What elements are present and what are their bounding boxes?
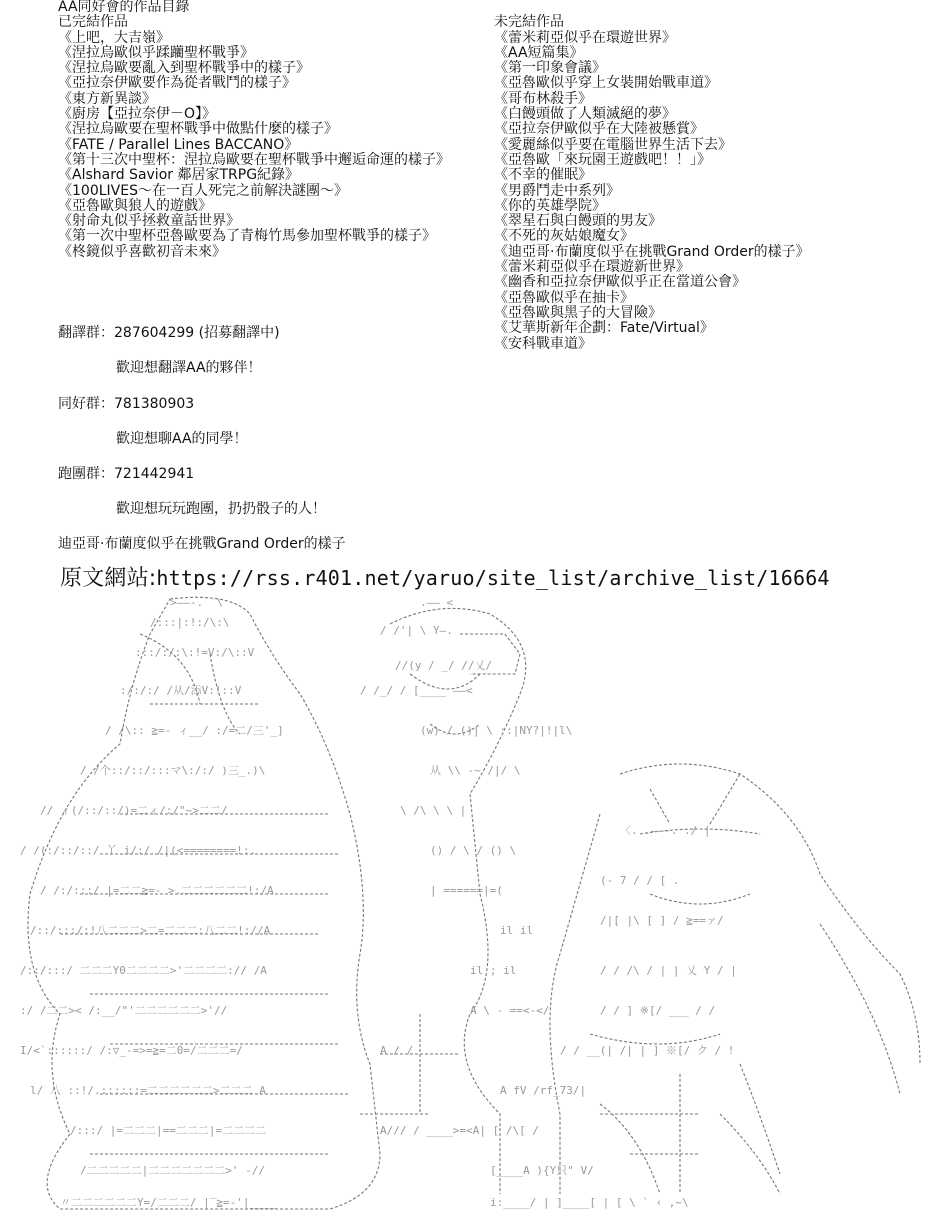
svg-text:/ / /\ / | | 乂 Y / |: / / /\ / | | 乂 Y / | <box>600 964 737 977</box>
svg-text:〈. .——-. ./ |: 〈. .——-. ./ | <box>620 824 711 837</box>
svg-text:/ /\:: ≧=- ィ__/ :/=二/三'_]: / /\:: ≧=- ィ__/ :/=二/三'_] <box>105 724 284 737</box>
completed-work-item[interactable]: 《FATE / Parallel Lines BACCANO》 <box>58 136 299 153</box>
svg-text:/ /'| \ Y—.: / /'| \ Y—. <box>380 624 453 637</box>
svg-text:/ / __(| /| | ] ※[/ ク / !: / / __(| /| | ] ※[/ ク / ! <box>560 1044 735 1057</box>
completed-work-item[interactable]: 《東方新異談》 <box>58 90 156 107</box>
svg-text:/::/:::/:!八二二二>二=二二二:八二二!://A: /::/:::/:!八二二二>二=二二二:八二二!://A <box>30 924 271 937</box>
svg-text::/:/:/ /从/添V:!::V: :/:/:/ /从/添V:!::V <box>120 684 242 697</box>
current-work-title: 迪亞哥·布蘭度似乎在挑戰Grand Order的樣子 <box>58 536 346 552</box>
translation-welcome: 歡迎想翻譯AA的夥伴！ <box>116 360 262 376</box>
svg-text:A fV /rf_73/|: A fV /rf_73/| <box>500 1084 587 1097</box>
uncompleted-work-item[interactable]: 《白饅頭做了人類滅絕的夢》 <box>494 106 676 123</box>
svg-text:/:::|:!:/\:\: /:::|:!:/\:\ <box>150 616 230 629</box>
svg-text:l/ 八 ::!/.::::::=二二二二二二>二二二 A: l/ 八 ::!/.::::::=二二二二二二>二二二 A <box>30 1084 266 1097</box>
svg-text:A \ - ==<-</: A \ - ==<-</ <box>470 1004 550 1017</box>
svg-text://(y / _/ //乂/: //(y / _/ //乂/ <box>395 659 493 672</box>
uncompleted-work-item[interactable]: 《翠星石與白饅頭的男友》 <box>494 213 662 230</box>
ascii-art-figures <box>0 594 935 1219</box>
uncompleted-work-item[interactable]: 《安科戰車道》 <box>494 335 592 352</box>
svg-text:| ======|=(: | ======|=( <box>430 884 503 897</box>
svg-text:A / /: A / / <box>380 1044 414 1057</box>
svg-text:/ /:/:::/ |=二二≧=- >.二二二二二二!:/A: / /:/:::/ |=二二≧=- >.二二二二二二!:/A <box>40 884 274 897</box>
svg-text:〃二二二二二二Y=/二二二/ |‾≧=-'|____: 〃二二二二二二Y=/二二二/ |‾≧=-'|____ <box>60 1196 276 1209</box>
completed-work-item[interactable]: 《Alshard Savior 鄰居家TRPG紀錄》 <box>58 167 300 184</box>
uncompleted-work-item[interactable]: 《愛麗絲似乎要在電腦世界生活下去》 <box>494 136 732 153</box>
uncompleted-work-item[interactable]: 《AA短篇集》 <box>494 44 584 61</box>
svg-text:// ィ(/::/::/)=二ィ/:/"~>二二/: // ィ(/::/::/)=二ィ/:/"~>二二/ <box>40 804 228 817</box>
svg-text:[____A ){Y只" V/: [____A ){Y只" V/ <box>490 1164 594 1177</box>
svg-text:(w) / ()| \ ::|NY?|!|l\: (w) / ()| \ ::|NY?|!|l\ <box>420 724 573 737</box>
svg-text:/|[ |\ [ ] / ≧==ァ/: /|[ |\ [ ] / ≧==ァ/ <box>600 914 724 927</box>
uncompleted-work-item[interactable]: 《男爵鬥走中系列》 <box>494 182 620 199</box>
source-url[interactable]: https://rss.r401.net/yaruo/site_list/archive_list/16664 <box>156 566 830 590</box>
svg-text:/ /_/ / [____ ––<: / /_/ / [____ ––< <box>360 684 473 697</box>
svg-text:() / \ / () \: () / \ / () \ <box>430 844 517 857</box>
svg-text::/ /二二>< /:__/"'二二二二二二>'//: :/ /二二>< /:__/"'二二二二二二>'// <box>20 1004 228 1017</box>
completed-label: 已完結作品 <box>58 14 128 31</box>
svg-text:(‐ 7 / / [ .: (‐ 7 / / [ . <box>600 874 680 887</box>
uncompleted-work-item[interactable]: 《亞魯歐似乎穿上女裝開始戰車道》 <box>494 75 718 92</box>
uncompleted-work-item[interactable]: 《亞魯歐與黑子的大冒險》 <box>494 304 662 321</box>
uncompleted-work-item[interactable]: 《艾華斯新年企劃：Fate/Virtual》 <box>494 320 714 337</box>
svg-text:/ /(:/::/::/ 丫 i/:/ /|(<======: / /(:/::/::/ 丫 i/:/ /|(<========!:. <box>20 844 257 857</box>
uncompleted-work-item[interactable]: 《第一印象會議》 <box>494 60 606 77</box>
completed-works-list <box>58 31 488 260</box>
uncompleted-work-item[interactable]: 《亞魯歐似乎在抽卡》 <box>494 289 634 306</box>
svg-text::::/:/:\:!=V:/\::V: :::/:/:\:!=V:/\::V <box>135 646 255 659</box>
fans-welcome: 歡迎想聊AA的同學！ <box>116 431 248 447</box>
completed-work-item[interactable]: 《涅拉烏歐似乎蹂躪聖杯戰爭》 <box>58 44 254 61</box>
svg-text:从 \\ -~ /|/ \: 从 \\ -~ /|/ \ <box>430 764 521 777</box>
svg-text:\ /\ \ \ |: \ /\ \ \ | <box>400 804 467 817</box>
svg-text:i:____/ | ]____[ | [ \ `: i:____/ | ]____[ | [ \ ` ‹ ,~\ <box>490 1196 689 1209</box>
uncompleted-work-item[interactable]: 《蕾米莉亞似乎在環遊世界》 <box>494 29 676 46</box>
svg-text:il il: il il <box>500 924 534 937</box>
svg-text:/ /个::/::/:::マ\:/:/ )三_.)\: / /个::/::/:::マ\:/:/ )三_.)\ <box>80 764 266 777</box>
source-website <box>60 561 830 592</box>
uncompleted-work-item[interactable]: 《亞魯歐「來玩園王遊戲吧！！」》 <box>494 151 711 168</box>
svg-text:/:::/ |=二二二|==二二二|=二二二二: /:::/ |=二二二|==二二二|=二二二二 <box>70 1124 267 1137</box>
completed-work-item[interactable]: 《柊鏡似乎喜歡初音未來》 <box>58 243 226 260</box>
svg-text:/ / ] ※[/ ___ / /: / / ] ※[/ ___ / / <box>600 1004 716 1017</box>
uncompleted-work-item[interactable]: 《不幸的催眠》 <box>494 167 592 184</box>
completed-works-column <box>58 0 488 260</box>
svg-text:/二二二二二|二二二二二二二>' -//: /二二二二二|二二二二二二二>' -// <box>80 1164 265 1177</box>
uncompleted-work-item[interactable]: 《蕾米莉亞似乎在環遊新世界》 <box>494 259 690 276</box>
uncompleted-work-item[interactable]: 《不死的灰姑娘魔女》 <box>494 228 634 245</box>
ascii-art-illustration <box>0 594 935 1219</box>
run-welcome: 歡迎想玩玩跑團，扔扔骰子的人！ <box>116 501 326 517</box>
uncompleted-work-item[interactable]: 《迪亞哥·布蘭度似乎在挑戰Grand Order的樣子》 <box>494 243 810 260</box>
uncompleted-work-item[interactable]: 《哥布林殺手》 <box>494 90 592 107</box>
svg-text:il ; il: il ; il <box>470 964 517 977</box>
uncompleted-work-item[interactable]: 《亞拉奈伊歐似乎在大陸被懸賞》 <box>494 121 704 138</box>
fans-group: 同好群：781380903 <box>58 396 195 412</box>
completed-work-item[interactable]: 《第十三次中聖杯：涅拉烏歐要在聖杯戰爭中邂逅命運的樣子》 <box>58 151 450 168</box>
completed-work-item[interactable]: 《亞拉奈伊歐要作為從者戰鬥的樣子》 <box>58 75 296 92</box>
completed-work-item[interactable]: 《涅拉烏歐要在聖杯戰爭中做點什麼的樣子》 <box>58 121 338 138</box>
source-label: 原文網站: <box>60 566 157 591</box>
completed-work-item[interactable]: 《100LIVES～在一百人死完之前解決謎團～》 <box>58 182 348 199</box>
svg-text:A/// / ____>=<A| [ /\[ /: A/// / ____>=<A| [ /\[ / <box>380 1124 539 1137</box>
completed-work-item[interactable]: 《亞魯歐與狼人的遊戲》 <box>58 197 212 214</box>
run-group: 跑團群：721442941 <box>58 466 195 482</box>
svg-text:I/<`::::::/ /:▽_-=>=≧=二0=/二二二=: I/<`::::::/ /:▽_-=>=≧=二0=/二二二=/ <box>20 1044 243 1057</box>
translation-group: 翻譯群：287604299 (招募翻譯中) <box>58 325 280 341</box>
completed-work-item[interactable]: 《第一次中聖杯亞魯歐要為了青梅竹馬參加聖杯戰爭的樣子》 <box>58 228 436 245</box>
uncompleted-work-item[interactable]: 《你的英雄學院》 <box>494 197 606 214</box>
uncompleted-works-list <box>494 31 924 352</box>
completed-work-item[interactable]: 《上吧，大吉嶺》 <box>58 29 170 46</box>
svg-text:>——-. `\: >——-. `\ <box>170 596 223 609</box>
uncompleted-label: 未完結作品 <box>494 14 564 31</box>
uncompleted-works-column <box>494 0 924 352</box>
uncompleted-work-item[interactable]: 《幽香和亞拉奈伊歐似乎正在當道公會》 <box>494 274 746 291</box>
catalog-header: AA同好會的作品目錄 <box>58 0 190 15</box>
completed-work-item[interactable]: 《廚房【亞拉奈伊－O】》 <box>58 106 217 123</box>
svg-text:.—— <: .—— < <box>420 596 454 609</box>
completed-work-item[interactable]: 《涅拉烏歐要亂入到聖杯戰爭中的樣子》 <box>58 60 310 77</box>
svg-text:/::/:::/ 二二二Y0二二二二>'二二二二:// /A: /::/:::/ 二二二Y0二二二二>'二二二二:// /A <box>20 964 267 977</box>
completed-work-item[interactable]: 《射命丸似乎拯救童話世界》 <box>58 213 240 230</box>
